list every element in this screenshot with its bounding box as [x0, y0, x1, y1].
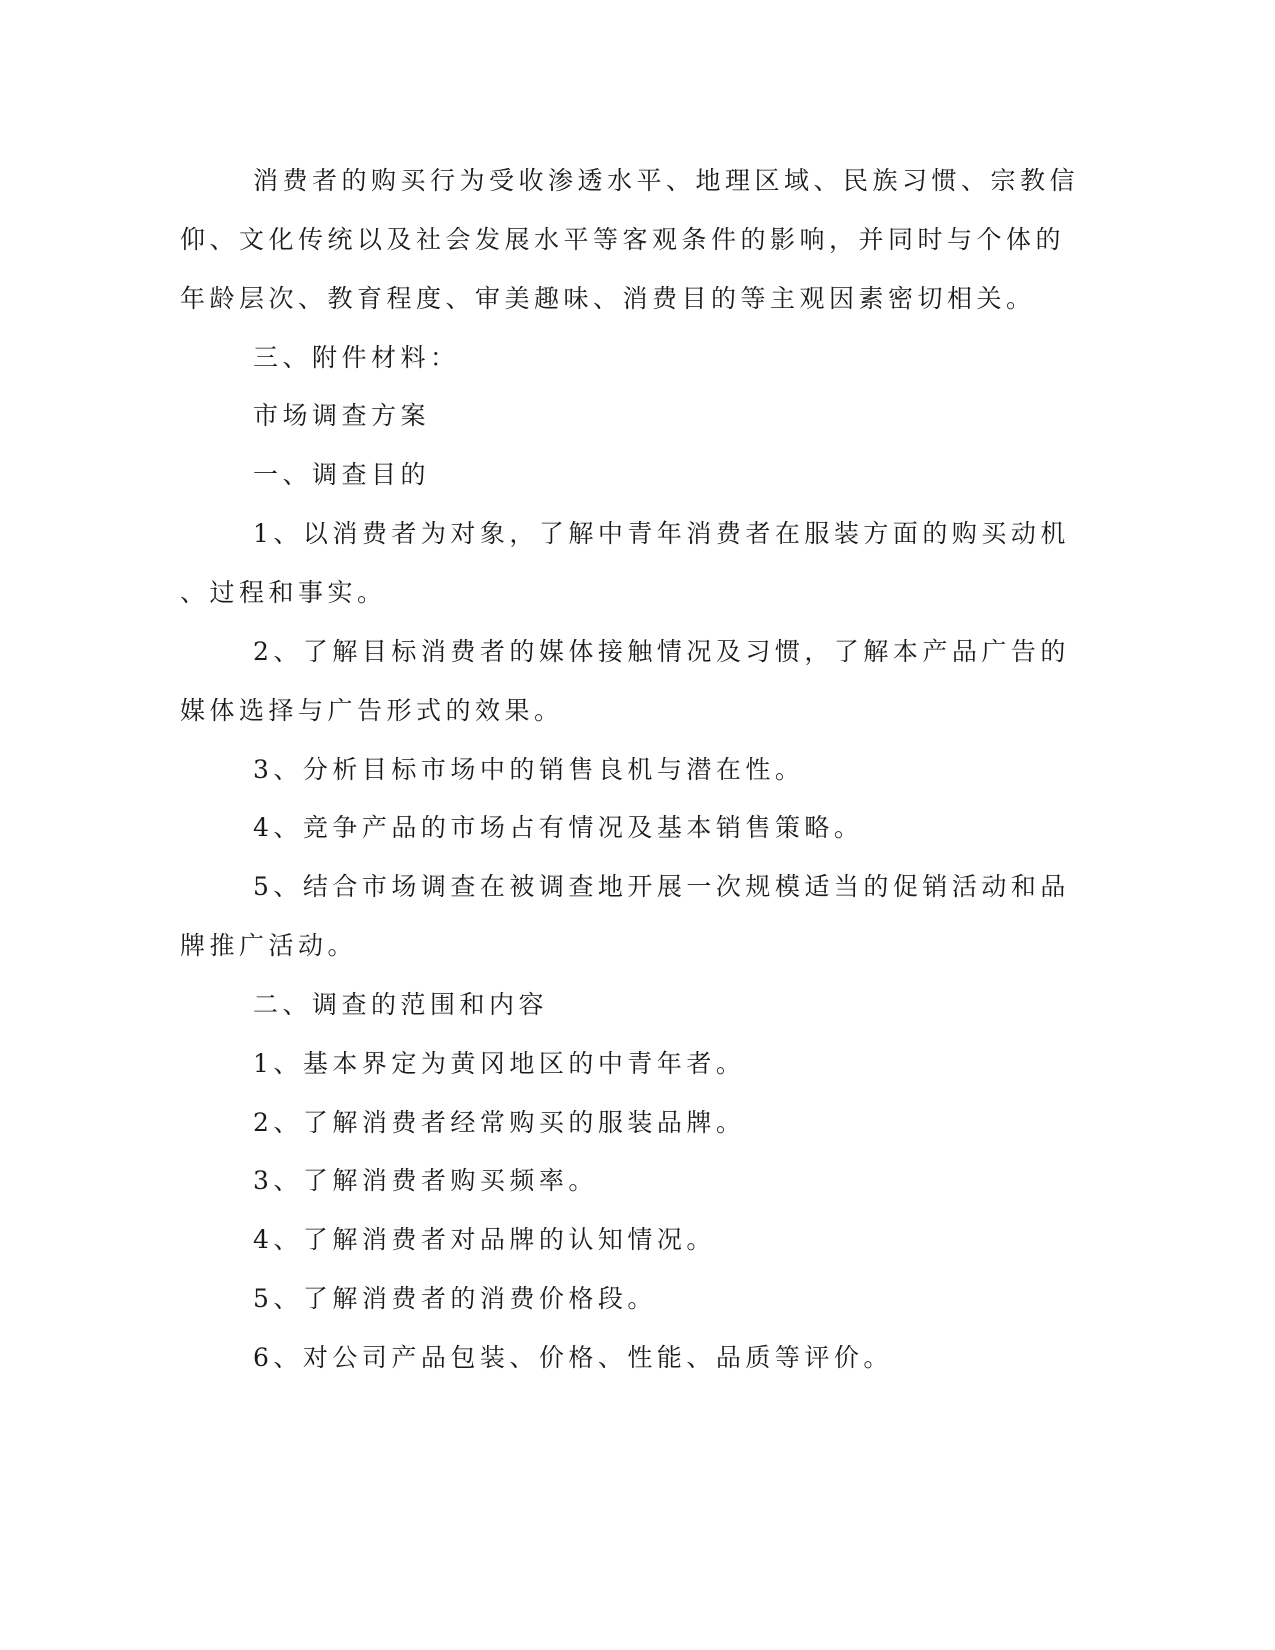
- list-item-continuation: 牌推广活动。: [180, 931, 358, 960]
- list-item: 3、分析目标市场中的销售良机与潜在性。: [253, 755, 805, 784]
- list-item: 5、了解消费者的消费价格段。: [253, 1284, 657, 1313]
- body-text-line: 年龄层次、教育程度、审美趣味、消费目的等主观因素密切相关。: [180, 284, 1036, 313]
- list-item: 6、对公司产品包装、价格、性能、品质等评价。: [253, 1343, 893, 1372]
- body-text-line: 消费者的购买行为受收渗透水平、地理区域、民族习惯、宗教信: [253, 166, 1080, 195]
- list-item: 3、了解消费者购买频率。: [253, 1166, 598, 1195]
- subsection-heading: 市场调查方案: [253, 401, 431, 430]
- list-item-continuation: 、过程和事实。: [180, 578, 387, 607]
- list-item: 1、以消费者为对象，了解中青年消费者在服装方面的购买动机: [253, 519, 1070, 548]
- list-item: 1、基本界定为黄冈地区的中青年者。: [253, 1049, 746, 1078]
- list-item: 5、结合市场调查在被调查地开展一次规模适当的促销活动和品: [253, 872, 1070, 901]
- list-item: 2、了解消费者经常购买的服装品牌。: [253, 1108, 746, 1137]
- body-text-line: 仰、文化传统以及社会发展水平等客观条件的影响，并同时与个体的: [180, 225, 1066, 254]
- section-heading: 一、调查目的: [253, 460, 431, 489]
- list-item: 4、竞争产品的市场占有情况及基本销售策略。: [253, 813, 864, 842]
- section-heading: 三、附件材料：: [253, 343, 460, 372]
- list-item-continuation: 媒体选择与广告形式的效果。: [180, 696, 564, 725]
- section-heading: 二、调查的范围和内容: [253, 990, 549, 1019]
- list-item: 2、了解目标消费者的媒体接触情况及习惯，了解本产品广告的: [253, 637, 1070, 666]
- list-item: 4、了解消费者对品牌的认知情况。: [253, 1225, 716, 1254]
